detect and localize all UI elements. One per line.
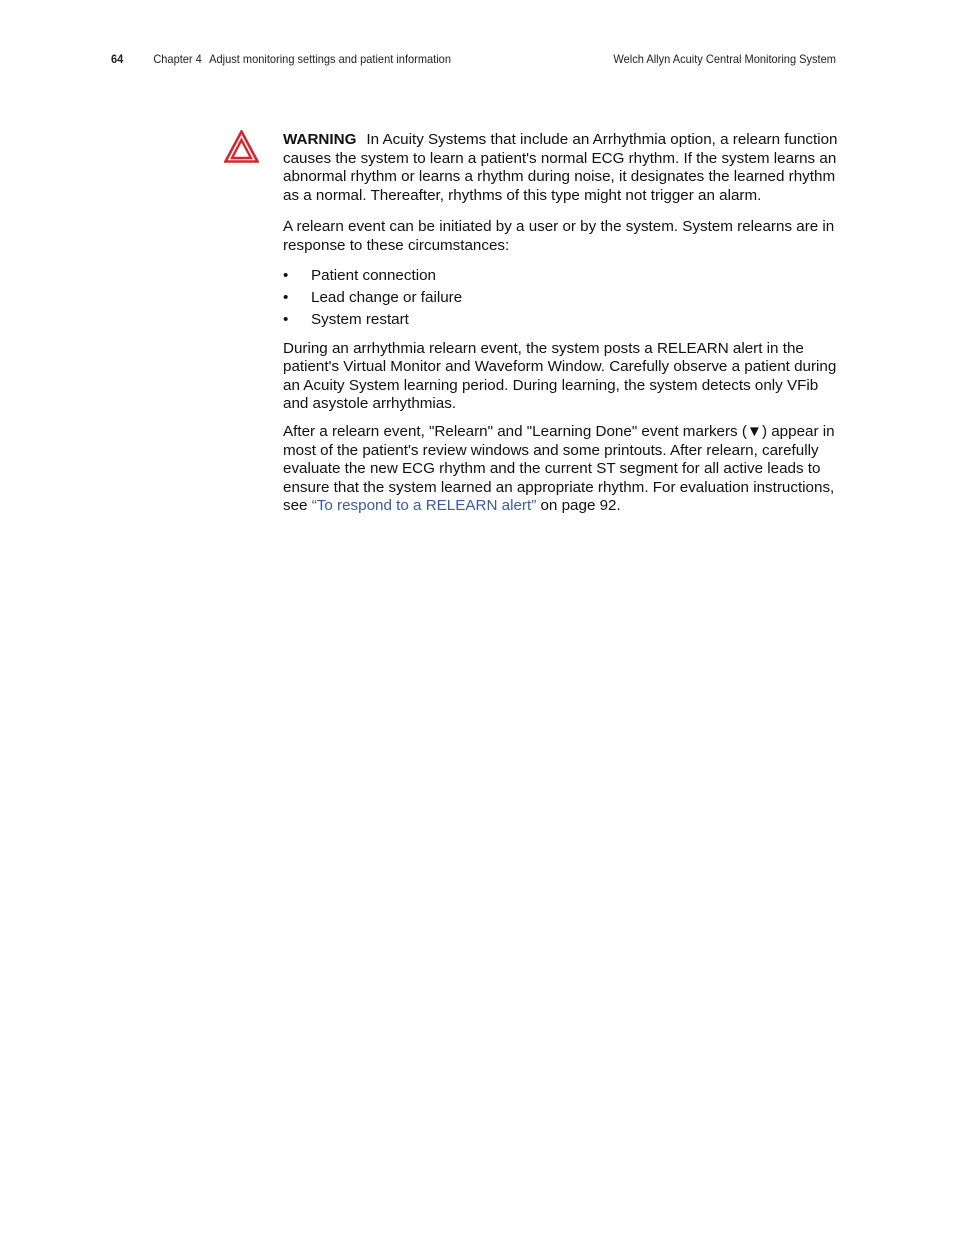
- warning-label: WARNING: [283, 131, 357, 148]
- chapter-label: Chapter 4: [153, 52, 202, 66]
- bullet-icon: •: [283, 288, 289, 306]
- relearn-event-paragraph: During an arrhythmia relearn event, the system posts a RELEARN alert in the patient's Virtual Monitor and Waveform Window. Carefully observe a patient during an Acuity System learning period. During learning, the system detects only VFib and asystole arrhythmias.: [283, 339, 837, 413]
- page-header: [111, 52, 836, 70]
- relearn-circumstances-list: [283, 265, 843, 331]
- after-relearn-paragraph: [283, 423, 843, 516]
- list-item: [283, 287, 843, 309]
- bullet-icon: •: [283, 266, 289, 284]
- chapter-title: Adjust monitoring settings and patient information: [209, 52, 451, 66]
- warning-triangle-icon: [224, 130, 259, 163]
- list-item: [283, 309, 843, 331]
- list-item-text: Lead change or failure: [311, 288, 463, 306]
- list-item-text: System restart: [311, 310, 409, 328]
- warning-paragraph: [283, 131, 843, 205]
- page-reference: on page 92.: [536, 497, 621, 515]
- page-number: 64: [111, 52, 124, 66]
- book-title: Welch Allyn Acuity Central Monitoring System: [613, 52, 836, 66]
- intro-paragraph: A relearn event can be initiated by a user or by the system. System relearns are in response to these circumstances:: [283, 218, 835, 254]
- after-relearn-text: After a relearn event, "Relearn" and "Learning Done" event markers (▼) appear in most of the patient's review windows and some printouts. After relearn, carefully evaluate the new ECG rhythm and the current ST segment for all active leads to ensure that the system learned an appropriate rhythm. For evaluation instructions, see: [283, 422, 835, 515]
- list-item: [283, 265, 843, 287]
- warning-text: In Acuity Systems that include an Arrhythmia option, a relearn function causes the system to learn a patient's normal ECG rhythm. If the system learns an abnormal rhythm or learns a rhythm during noise, it designates the learned rhythm as a normal. Thereafter, rhythms of this type might not trigger an alarm.: [283, 131, 838, 204]
- list-item-text: Patient connection: [311, 266, 436, 284]
- main-content: [283, 131, 843, 516]
- relearn-alert-link[interactable]: “To respond to a RELEARN alert”: [311, 497, 537, 515]
- bullet-icon: •: [283, 310, 289, 328]
- chapter-heading: [153, 52, 451, 66]
